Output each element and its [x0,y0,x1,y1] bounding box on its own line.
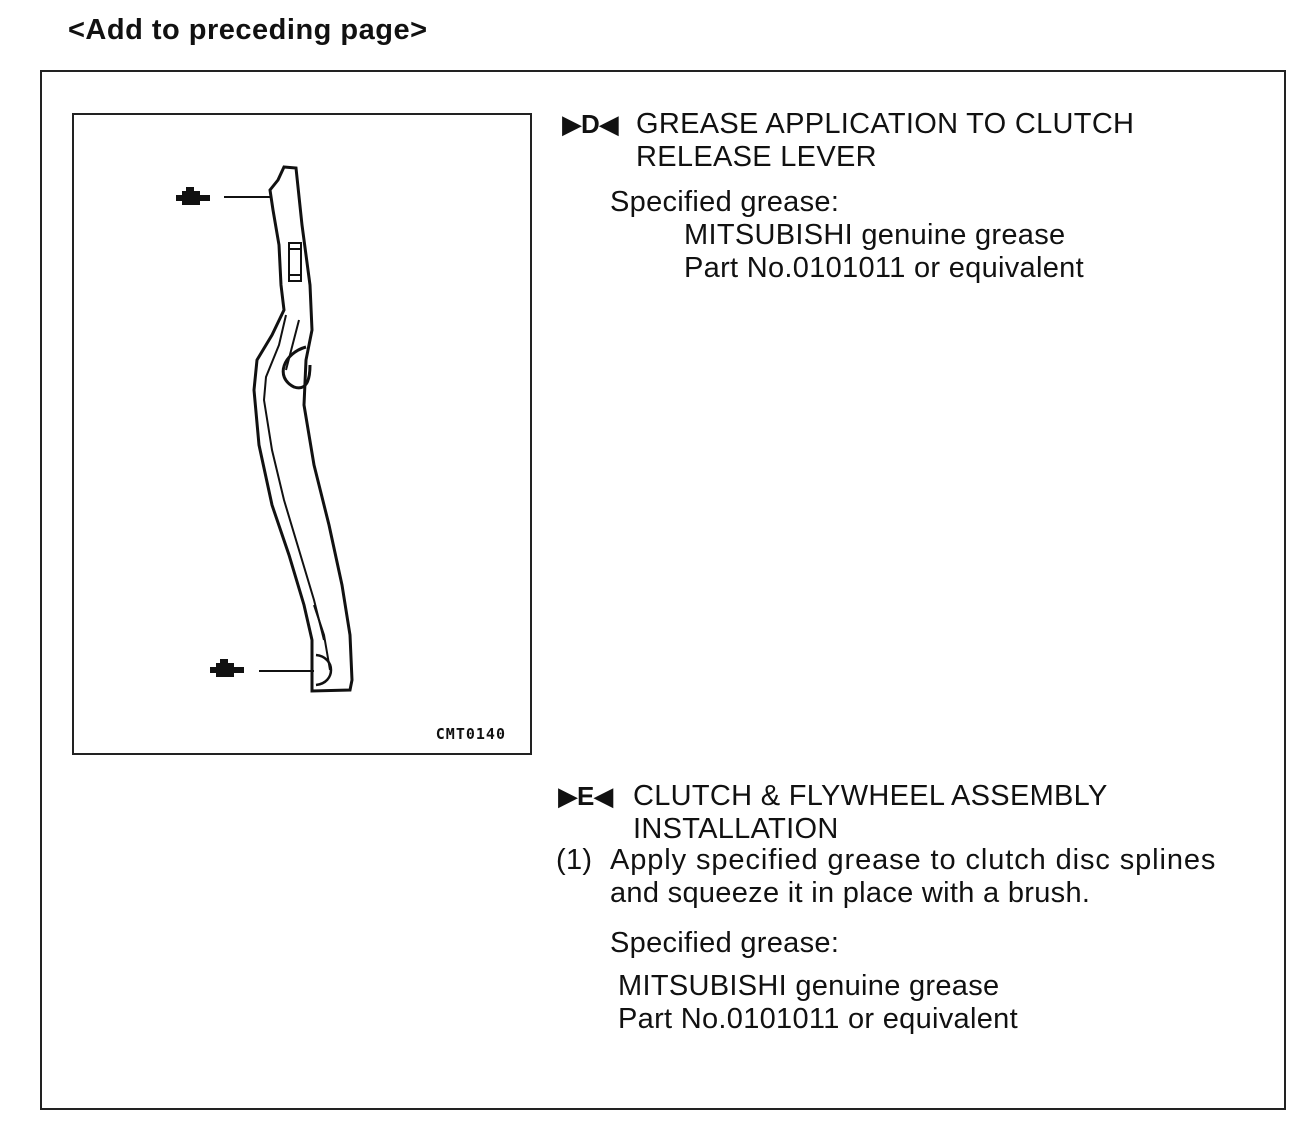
release-lever-illustration [74,115,530,753]
section-e-spec-label: Specified grease: [610,927,840,959]
section-d-title-line1: GREASE APPLICATION TO CLUTCH [636,108,1135,140]
grease-gun-icon [210,659,244,677]
section-e-step-number: (1) [556,844,593,876]
section-e-step-line2: and squeeze it in place with a brush. [610,877,1091,909]
section-e-spec-line2: Part No.0101011 or equivalent [618,1003,1018,1035]
section-d-title-line2: RELEASE LEVER [636,141,877,173]
header-note: <Add to preceding page> [68,14,428,46]
figure-code: CMT0140 [435,725,506,743]
section-e-marker: ▶E◀ [558,781,613,811]
section-d-spec-label: Specified grease: [610,186,840,218]
section-d-spec-line2: Part No.0101011 or equivalent [684,252,1084,284]
section-d-spec-line1: MITSUBISHI genuine grease [684,219,1066,251]
figure-release-lever [72,113,532,755]
section-e-title-line1: CLUTCH & FLYWHEEL ASSEMBLY [633,780,1108,812]
section-e-spec-line1: MITSUBISHI genuine grease [618,970,1000,1002]
grease-gun-icon [176,187,210,205]
section-d-marker: ▶D◀ [562,109,618,139]
section-e-step-line1: Apply specified grease to clutch disc splines [610,844,1217,876]
section-e-title-line2: INSTALLATION [633,813,839,845]
